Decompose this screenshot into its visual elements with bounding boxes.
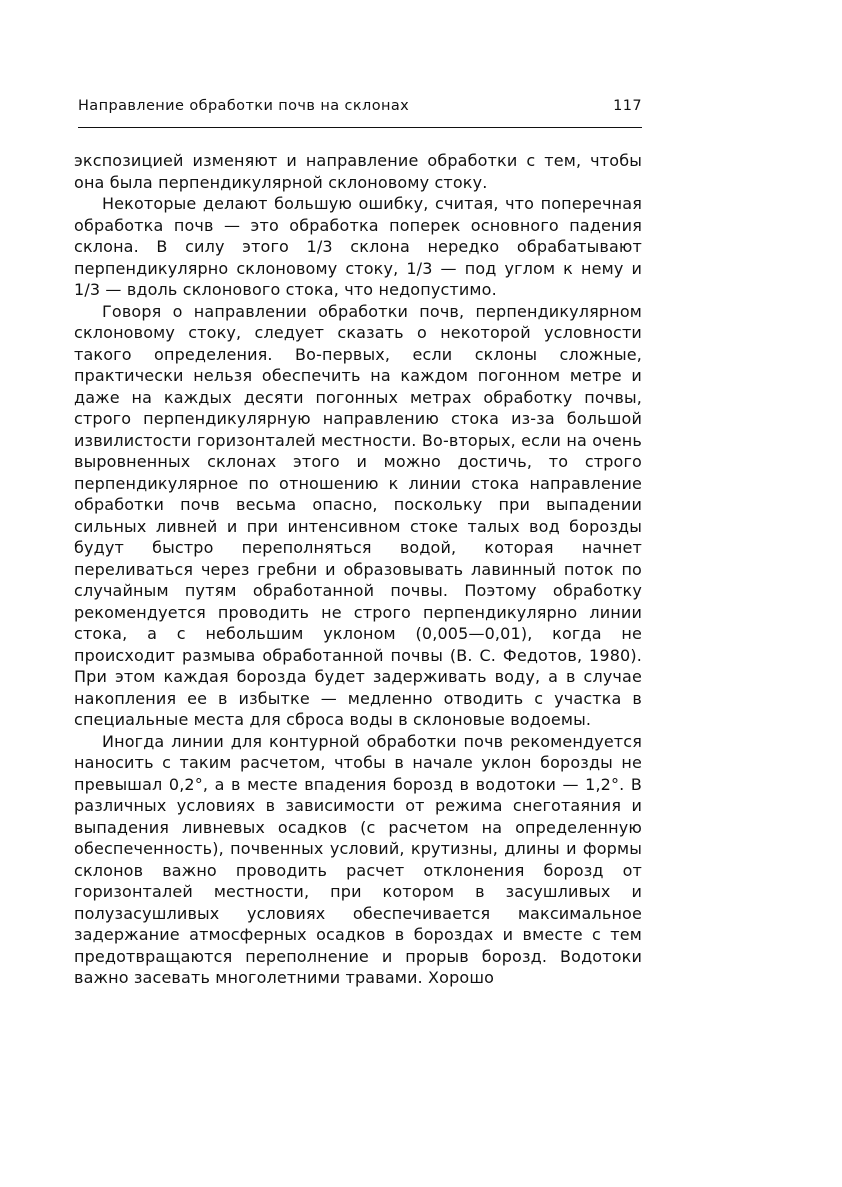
body-text [74,150,642,989]
paragraph: Говоря о направлении обработки почв, перпендикулярном склоновому стоку, следует сказать о некоторой условности такого определения. Во-первых, если склоны сложные, практически нельзя обеспечить на каждом погонном метре и даже на каждых десяти погонных метрах обработку почвы, строго перпендикулярную направлению стока из-за большой извилистости горизонталей местности. Во-вторых, если на очень выровненных склонах этого и можно достичь, то строго перпендикулярное по отношению к линии стока направление обработки почв весьма опасно, поскольку при выпадении сильных ливней и при интенсивном стоке талых вод борозды будут быстро переполняться водой, которая начнет переливаться через гребни и образовывать лавинный поток по случайным путям обработанной почвы. Поэтому обработку рекомендуется проводить не строго перпендикулярно линии стока, а с небольшим уклоном (0,005—0,01), когда не происходит размыва обработанной почвы (В. С. Федотов, 1980). При этом каждая борозда будет задерживать воду, а в случае накопления ее в избытке — медленно отводить с участка в специальные места для сброса воды в склоновые водоемы. [74,301,642,729]
page-number: 117 [613,98,642,114]
page-header [78,96,642,124]
running-title: Направление обработки почв на склонах [78,98,410,114]
paragraph-continuation: экспозицией изменяют и направление обработки с тем, чтобы она была перпендикулярной склоновому стоку. [74,151,642,192]
paragraph: Иногда линии для контурной обработки почв рекомендуется наносить с таким расчетом, чтобы в начале уклон борозды не превышал 0,2°, а в месте впадения борозд в водотоки — 1,2°. В различных условиях в зависимости от режима снеготаяния и выпадения ливневых осадков (с расчетом на определенную обеспеченность), почвенных условий, крутизны, длины и формы склонов важно проводить расчет отклонения борозд от горизонталей местности, при котором в засушливых и полузасушливых условиях обеспечивается максимальное задержание атмосферных осадков в бороздах и вместе с тем предотвращаются переполнение и прорыв борозд. Водотоки важно засевать многолетними травами. Хорошо [74,731,642,987]
paragraph: Некоторые делают большую ошибку, считая, что поперечная обработка почв — это обработка поперек основного падения склона. В силу этого 1/3 склона нередко обрабатывают перпендикулярно склоновому стоку, 1/3 — под углом к нему и 1/3 — вдоль склонового стока, что недопустимо. [74,194,642,299]
header-rule [78,127,642,128]
